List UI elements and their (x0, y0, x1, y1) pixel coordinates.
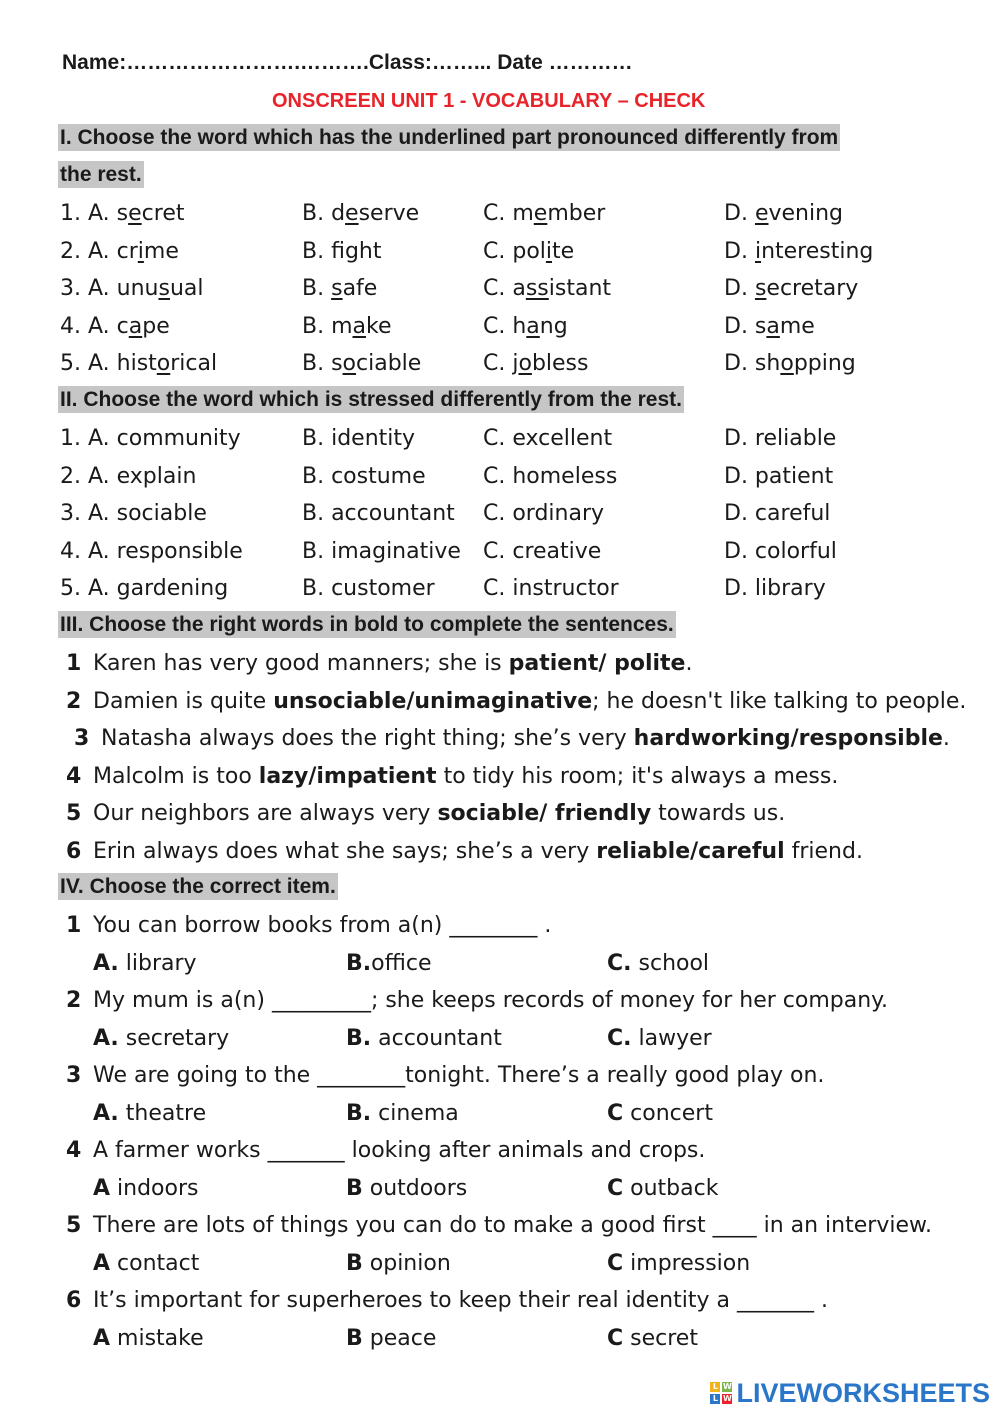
option-c: C. assistant (483, 276, 612, 301)
option-d: D. shopping (724, 351, 856, 376)
stress-question-row (0, 421, 1000, 458)
question-number: 1 (66, 651, 82, 676)
option-letter: B (346, 1175, 363, 1201)
question-number: 5 (66, 801, 82, 826)
logo-text: LIVEWORKSHEETS (736, 1377, 990, 1408)
question-number: 3 (74, 726, 90, 751)
option-letter: C (607, 1325, 624, 1351)
option-a: 4. A. responsible (60, 538, 243, 564)
option-c: C. homeless (483, 463, 618, 489)
option-b: B. fght (302, 238, 382, 264)
option-c: C impression (607, 1250, 751, 1276)
option-d: D. careful (724, 501, 831, 526)
option-b: B peace (346, 1325, 437, 1351)
underlined-part: a (352, 313, 366, 339)
question-number: 6 (66, 1288, 82, 1313)
section-2-heading (58, 385, 684, 415)
underlined-part: i (545, 238, 553, 264)
underlined-part: a (526, 313, 540, 339)
option-d: D. evening (724, 201, 844, 226)
option-letter: B. (346, 1025, 372, 1051)
option-letter: B. (346, 950, 372, 976)
option-a: A indoors (93, 1175, 199, 1201)
option-letter: C (607, 1250, 624, 1276)
option-d: D. secretary (724, 276, 859, 301)
underlined-part: a (128, 313, 143, 339)
underlined-part: e (754, 201, 769, 226)
bold-choice: hardworking/responsible (633, 726, 943, 751)
mcq-options-row (0, 1171, 1000, 1208)
underlined-part: s (331, 276, 343, 301)
mcq-options-row (0, 946, 1000, 983)
option-c: C. instructor (483, 576, 619, 601)
option-a: 4. A. cape (60, 313, 170, 339)
option-a: A contact (93, 1250, 200, 1276)
option-letter: A. (93, 1100, 119, 1126)
underlined-part: s (158, 276, 170, 301)
logo-blocks-icon: L W L W (710, 1382, 732, 1404)
option-c: C. polite (483, 238, 575, 264)
question-number: 2 (66, 688, 82, 714)
option-letter: C. (607, 950, 632, 976)
bold-choice: patient/ polite (508, 651, 686, 676)
option-b: B. customer (302, 576, 435, 601)
question-number: 6 (66, 838, 82, 864)
bold-choice: unsociable/unimaginative (273, 688, 593, 714)
underlined-part: o (518, 351, 532, 376)
pronunciation-question-row (0, 309, 1000, 346)
option-letter: B. (346, 1100, 372, 1126)
option-letter: A. (93, 1025, 119, 1051)
option-b: B. costume (302, 463, 426, 489)
sentence-row (0, 721, 1000, 758)
option-a: 1. A. community (60, 426, 241, 451)
underlined-part: e (533, 201, 548, 226)
option-c: C outback (607, 1175, 719, 1201)
mcq-question-row (0, 983, 1000, 1020)
option-d: D. colorful (724, 538, 837, 564)
question-text: A farmer works _______ looking after animals and crops. (93, 1138, 706, 1163)
option-letter: C (607, 1100, 624, 1126)
mcq-options-row (0, 1321, 1000, 1358)
section-1-heading-line1: I. Choose the word which has the underlined part pronounced differently from (60, 126, 839, 149)
option-b: B. accountant (346, 1025, 502, 1051)
bold-choice: reliable/careful (596, 838, 785, 864)
option-b: B. make (302, 313, 392, 339)
question-number: 3 (66, 1063, 82, 1088)
question-text: It’s important for superheroes to keep their real identity a _______ . (93, 1288, 828, 1313)
option-d: D. same (724, 313, 815, 339)
underlined-part: s (754, 276, 767, 301)
option-letter: A (93, 1250, 111, 1276)
question-text: You can borrow books from a(n) ________ . (93, 913, 552, 938)
option-a: 1. A. secret (60, 201, 185, 226)
option-a: A mistake (93, 1325, 204, 1351)
sentence-text: Natasha always does the right thing; she’s very hardworking/responsible. (101, 726, 950, 751)
question-number: 4 (66, 763, 82, 789)
option-c: C concert (607, 1100, 713, 1126)
question-text: My mum is a(n) _________; she keeps records of money for her company. (93, 988, 889, 1013)
option-a: 5. A. gardening (60, 576, 229, 601)
sentence-row (0, 834, 1000, 871)
option-letter: A (93, 1325, 111, 1351)
section-2-heading-text: II. Choose the word which is stressed differently from the rest. (60, 388, 682, 411)
sentence-row (0, 759, 1000, 796)
underlined-part: i (754, 238, 762, 264)
underlined-part: o (156, 351, 171, 376)
option-b: B. deserve (302, 201, 420, 226)
option-c: C. lawyer (607, 1025, 712, 1051)
underlined-part: ss (525, 276, 549, 301)
option-d: D. interesting (724, 238, 874, 264)
stress-question-row (0, 459, 1000, 496)
question-number: 1 (66, 913, 82, 938)
option-b: B. safe (302, 276, 378, 301)
sentence-text: Erin always does what she says; she’s a very reliable/careful friend. (93, 838, 863, 864)
sentence-text: Our neighbors are always very sociable/ friendly towards us. (93, 801, 786, 826)
bold-choice: sociable/ friendly (437, 801, 652, 826)
option-a: 3. A. unusual (60, 276, 204, 301)
option-b: B. imaginative (302, 538, 461, 564)
option-a: A. theatre (93, 1100, 207, 1126)
option-b: B opinion (346, 1250, 451, 1276)
pronunciation-question-row (0, 271, 1000, 308)
liveworksheets-logo (710, 1377, 990, 1409)
name-line-text: Name:…………………….……….Class:……... Date ………… (62, 51, 633, 74)
option-b: B outdoors (346, 1175, 468, 1201)
pronunciation-question-row (0, 346, 1000, 383)
bold-choice: lazy/impatient (258, 763, 437, 789)
section-3-heading (58, 610, 676, 640)
stress-question-row (0, 571, 1000, 608)
mcq-question-row (0, 1208, 1000, 1245)
option-c: C. excellent (483, 426, 613, 451)
mcq-question-row (0, 1058, 1000, 1095)
option-letter: A. (93, 950, 119, 976)
question-number: 2 (66, 988, 82, 1013)
option-letter: C (607, 1175, 624, 1201)
page-title: ONSCREEN UNIT 1 - VOCABULARY – CHECK (272, 90, 706, 112)
option-c: C. hang (483, 313, 568, 339)
option-d: D. reliable (724, 426, 837, 451)
mcq-options-row (0, 1021, 1000, 1058)
option-a: 5. A. historical (60, 351, 218, 376)
option-b: B. sociable (302, 351, 422, 376)
section-3-heading-text: III. Choose the right words in bold to complete the sentences. (60, 613, 674, 636)
underlined-part: i (137, 238, 144, 264)
option-c: C. member (483, 201, 606, 226)
option-a: 3. A. sociable (60, 501, 207, 526)
section-1-heading (58, 123, 840, 153)
option-c: C. ordinary (483, 501, 605, 526)
sentence-row (0, 796, 1000, 833)
option-b: B.office (346, 950, 432, 976)
pronunciation-question-row (0, 196, 1000, 233)
option-a: 2. A. crime (60, 238, 179, 264)
title-row (0, 83, 1000, 120)
mcq-options-row (0, 1246, 1000, 1283)
section-4-heading (58, 872, 338, 902)
sentence-row (0, 684, 1000, 721)
option-c: C. jobless (483, 351, 589, 376)
option-b: B. identity (302, 426, 416, 451)
option-d: D. patient (724, 463, 834, 489)
underlined-part: o (342, 351, 357, 376)
question-text: We are going to the ________tonight. There’s a really good play on. (93, 1063, 825, 1088)
mcq-question-row (0, 1133, 1000, 1170)
option-c: C secret (607, 1325, 698, 1351)
question-number: 4 (66, 1138, 82, 1163)
option-letter: B (346, 1250, 363, 1276)
underlined-part: e (128, 201, 142, 226)
sentence-text: Malcolm is too lazy/impatient to tidy his room; it's always a mess. (93, 763, 839, 789)
option-c: C. school (607, 950, 710, 976)
underlined-part: o (780, 351, 794, 376)
question-text: There are lots of things you can do to make a good first ____ in an interview. (93, 1213, 932, 1238)
option-d: D. library (724, 576, 826, 601)
sentence-text: Karen has very good manners; she is patient/ polite. (93, 651, 693, 676)
option-a: A. library (93, 950, 197, 976)
underlined-part: e (345, 201, 359, 226)
option-letter: A (93, 1175, 111, 1201)
option-letter: B (346, 1325, 363, 1351)
option-a: 2. A. explain (60, 463, 197, 489)
stress-question-row (0, 534, 1000, 571)
question-number: 5 (66, 1213, 82, 1238)
underlined-part: a (766, 313, 780, 339)
option-a: A. secretary (93, 1025, 230, 1051)
pronunciation-question-row (0, 234, 1000, 271)
section-1-heading-line2: the rest. (60, 163, 142, 186)
stress-question-row (0, 496, 1000, 533)
mcq-question-row (0, 908, 1000, 945)
option-c: C. creative (483, 538, 602, 564)
option-b: B. cinema (346, 1100, 459, 1126)
sentence-row (0, 646, 1000, 683)
name-class-date-line (0, 45, 1000, 82)
section-1-heading-cont (58, 160, 144, 190)
mcq-options-row (0, 1096, 1000, 1133)
section-4-heading-text: IV. Choose the correct item. (60, 875, 336, 898)
mcq-question-row (0, 1283, 1000, 1320)
option-letter: C. (607, 1025, 632, 1051)
sentence-text: Damien is quite unsociable/unimaginative; he doesn't like talking to people. (93, 688, 967, 714)
option-b: B. accountant (302, 501, 455, 526)
